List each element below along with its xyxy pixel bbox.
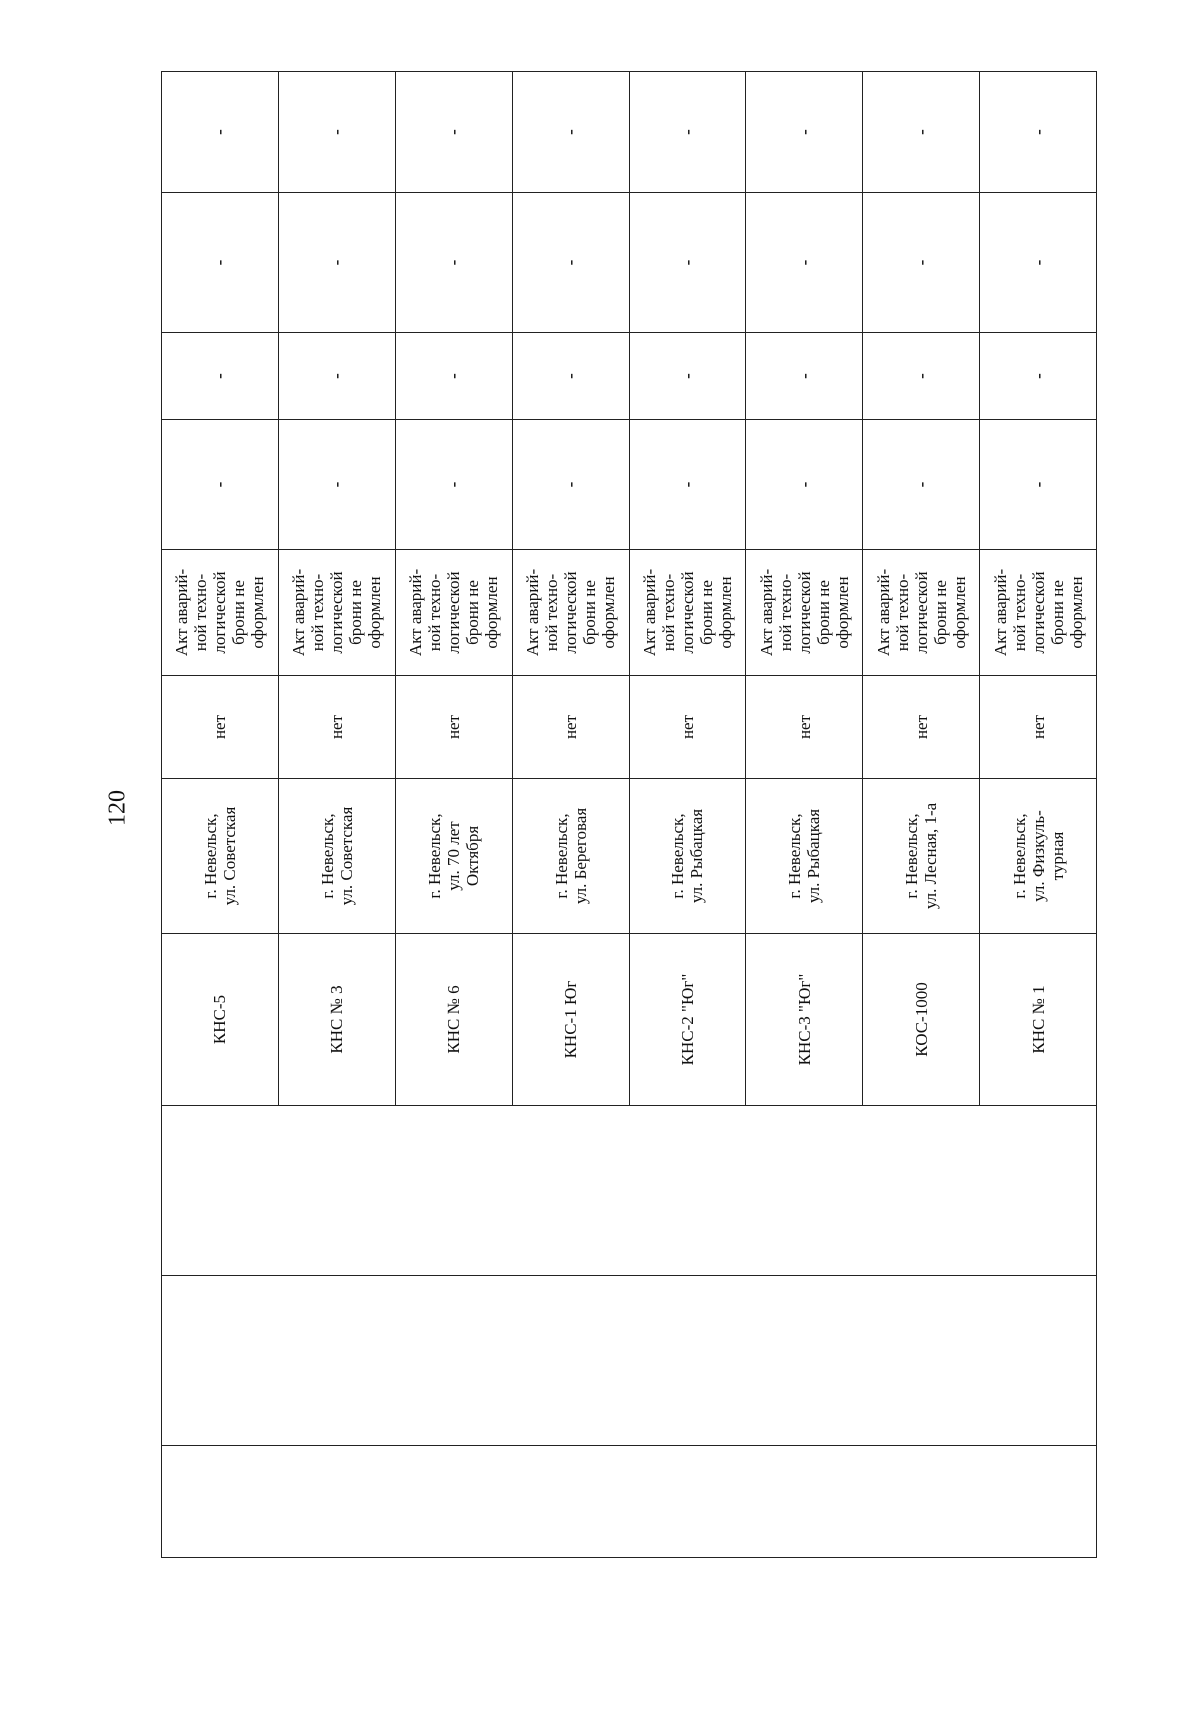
dash-cell: -	[395, 193, 512, 333]
act-cell: Акт аварий- ной техно- логической брони не оформлен	[278, 550, 395, 676]
flag-cell: нет	[162, 676, 279, 779]
empty-merged-cell-1	[162, 1446, 1097, 1558]
dash-cell: -	[746, 193, 863, 333]
dash-cell: -	[512, 420, 629, 550]
address-cell: г. Невельск, ул. Береговая	[512, 779, 629, 934]
dash-cell: -	[512, 193, 629, 333]
flag-cell: нет	[629, 676, 746, 779]
dash-cell: -	[746, 333, 863, 420]
object-name-cell: КНС-1 Юг	[512, 934, 629, 1106]
act-cell: Акт аварий- ной техно- логической брони не оформлен	[863, 550, 980, 676]
dash-cell: -	[512, 72, 629, 193]
object-name-cell: КНС-5	[162, 934, 279, 1106]
dash-cell: -	[512, 333, 629, 420]
dash-cell: -	[629, 420, 746, 550]
dash-cell: -	[746, 420, 863, 550]
address-cell: г. Невельск, ул. Советская	[278, 779, 395, 934]
empty-merged-cell-2	[162, 1276, 1097, 1446]
dash-cell: -	[863, 333, 980, 420]
address-cell: г. Невельск, ул. Рыбацкая	[746, 779, 863, 934]
address-cell: г. Невельск, ул. Лесная, 1-а	[863, 779, 980, 934]
address-cell: г. Невельск, ул. Советская	[162, 779, 279, 934]
dash-cell: -	[278, 193, 395, 333]
dash-cell: -	[162, 72, 279, 193]
object-name-cell: КНС № 1	[980, 934, 1097, 1106]
flag-cell: нет	[980, 676, 1097, 779]
dash-cell: -	[980, 193, 1097, 333]
dash-cell: -	[629, 193, 746, 333]
objects-table	[161, 71, 1097, 1558]
address-cell: г. Невельск, ул. 70 лет Октября	[395, 779, 512, 934]
dash-cell: -	[278, 72, 395, 193]
rotated-table-container	[161, 72, 1097, 1558]
object-name-cell: КНС-2 "Юг"	[629, 934, 746, 1106]
dash-cell: -	[863, 72, 980, 193]
act-cell: Акт аварий- ной техно- логической брони не оформлен	[980, 550, 1097, 676]
dash-cell: -	[980, 333, 1097, 420]
empty-merged-cell-3	[162, 1106, 1097, 1276]
dash-cell: -	[162, 193, 279, 333]
dash-cell: -	[278, 420, 395, 550]
dash-cell: -	[629, 72, 746, 193]
flag-cell: нет	[395, 676, 512, 779]
dash-cell: -	[278, 333, 395, 420]
act-cell: Акт аварий- ной техно- логической брони не оформлен	[395, 550, 512, 676]
dash-cell: -	[162, 333, 279, 420]
dash-cell: -	[980, 420, 1097, 550]
act-cell: Акт аварий- ной техно- логической брони не оформлен	[629, 550, 746, 676]
dash-cell: -	[863, 420, 980, 550]
object-name-cell: КНС № 3	[278, 934, 395, 1106]
dash-cell: -	[863, 193, 980, 333]
act-cell: Акт аварий- ной техно- логической брони не оформлен	[746, 550, 863, 676]
page-number: 120	[104, 790, 131, 826]
act-cell: Акт аварий- ной техно- логической брони не оформлен	[162, 550, 279, 676]
dash-cell: -	[629, 333, 746, 420]
table-row	[162, 72, 279, 1558]
flag-cell: нет	[278, 676, 395, 779]
dash-cell: -	[980, 72, 1097, 193]
object-name-cell: КНС-3 "Юг"	[746, 934, 863, 1106]
address-cell: г. Невельск, ул. Рыбацкая	[629, 779, 746, 934]
address-cell: г. Невельск, ул. Физкуль- турная	[980, 779, 1097, 934]
act-cell: Акт аварий- ной техно- логической брони не оформлен	[512, 550, 629, 676]
dash-cell: -	[395, 420, 512, 550]
object-name-cell: КНС № 6	[395, 934, 512, 1106]
flag-cell: нет	[863, 676, 980, 779]
document-table-area	[161, 72, 1097, 1558]
flag-cell: нет	[512, 676, 629, 779]
dash-cell: -	[162, 420, 279, 550]
dash-cell: -	[395, 72, 512, 193]
dash-cell: -	[746, 72, 863, 193]
object-name-cell: КОС-1000	[863, 934, 980, 1106]
flag-cell: нет	[746, 676, 863, 779]
dash-cell: -	[395, 333, 512, 420]
